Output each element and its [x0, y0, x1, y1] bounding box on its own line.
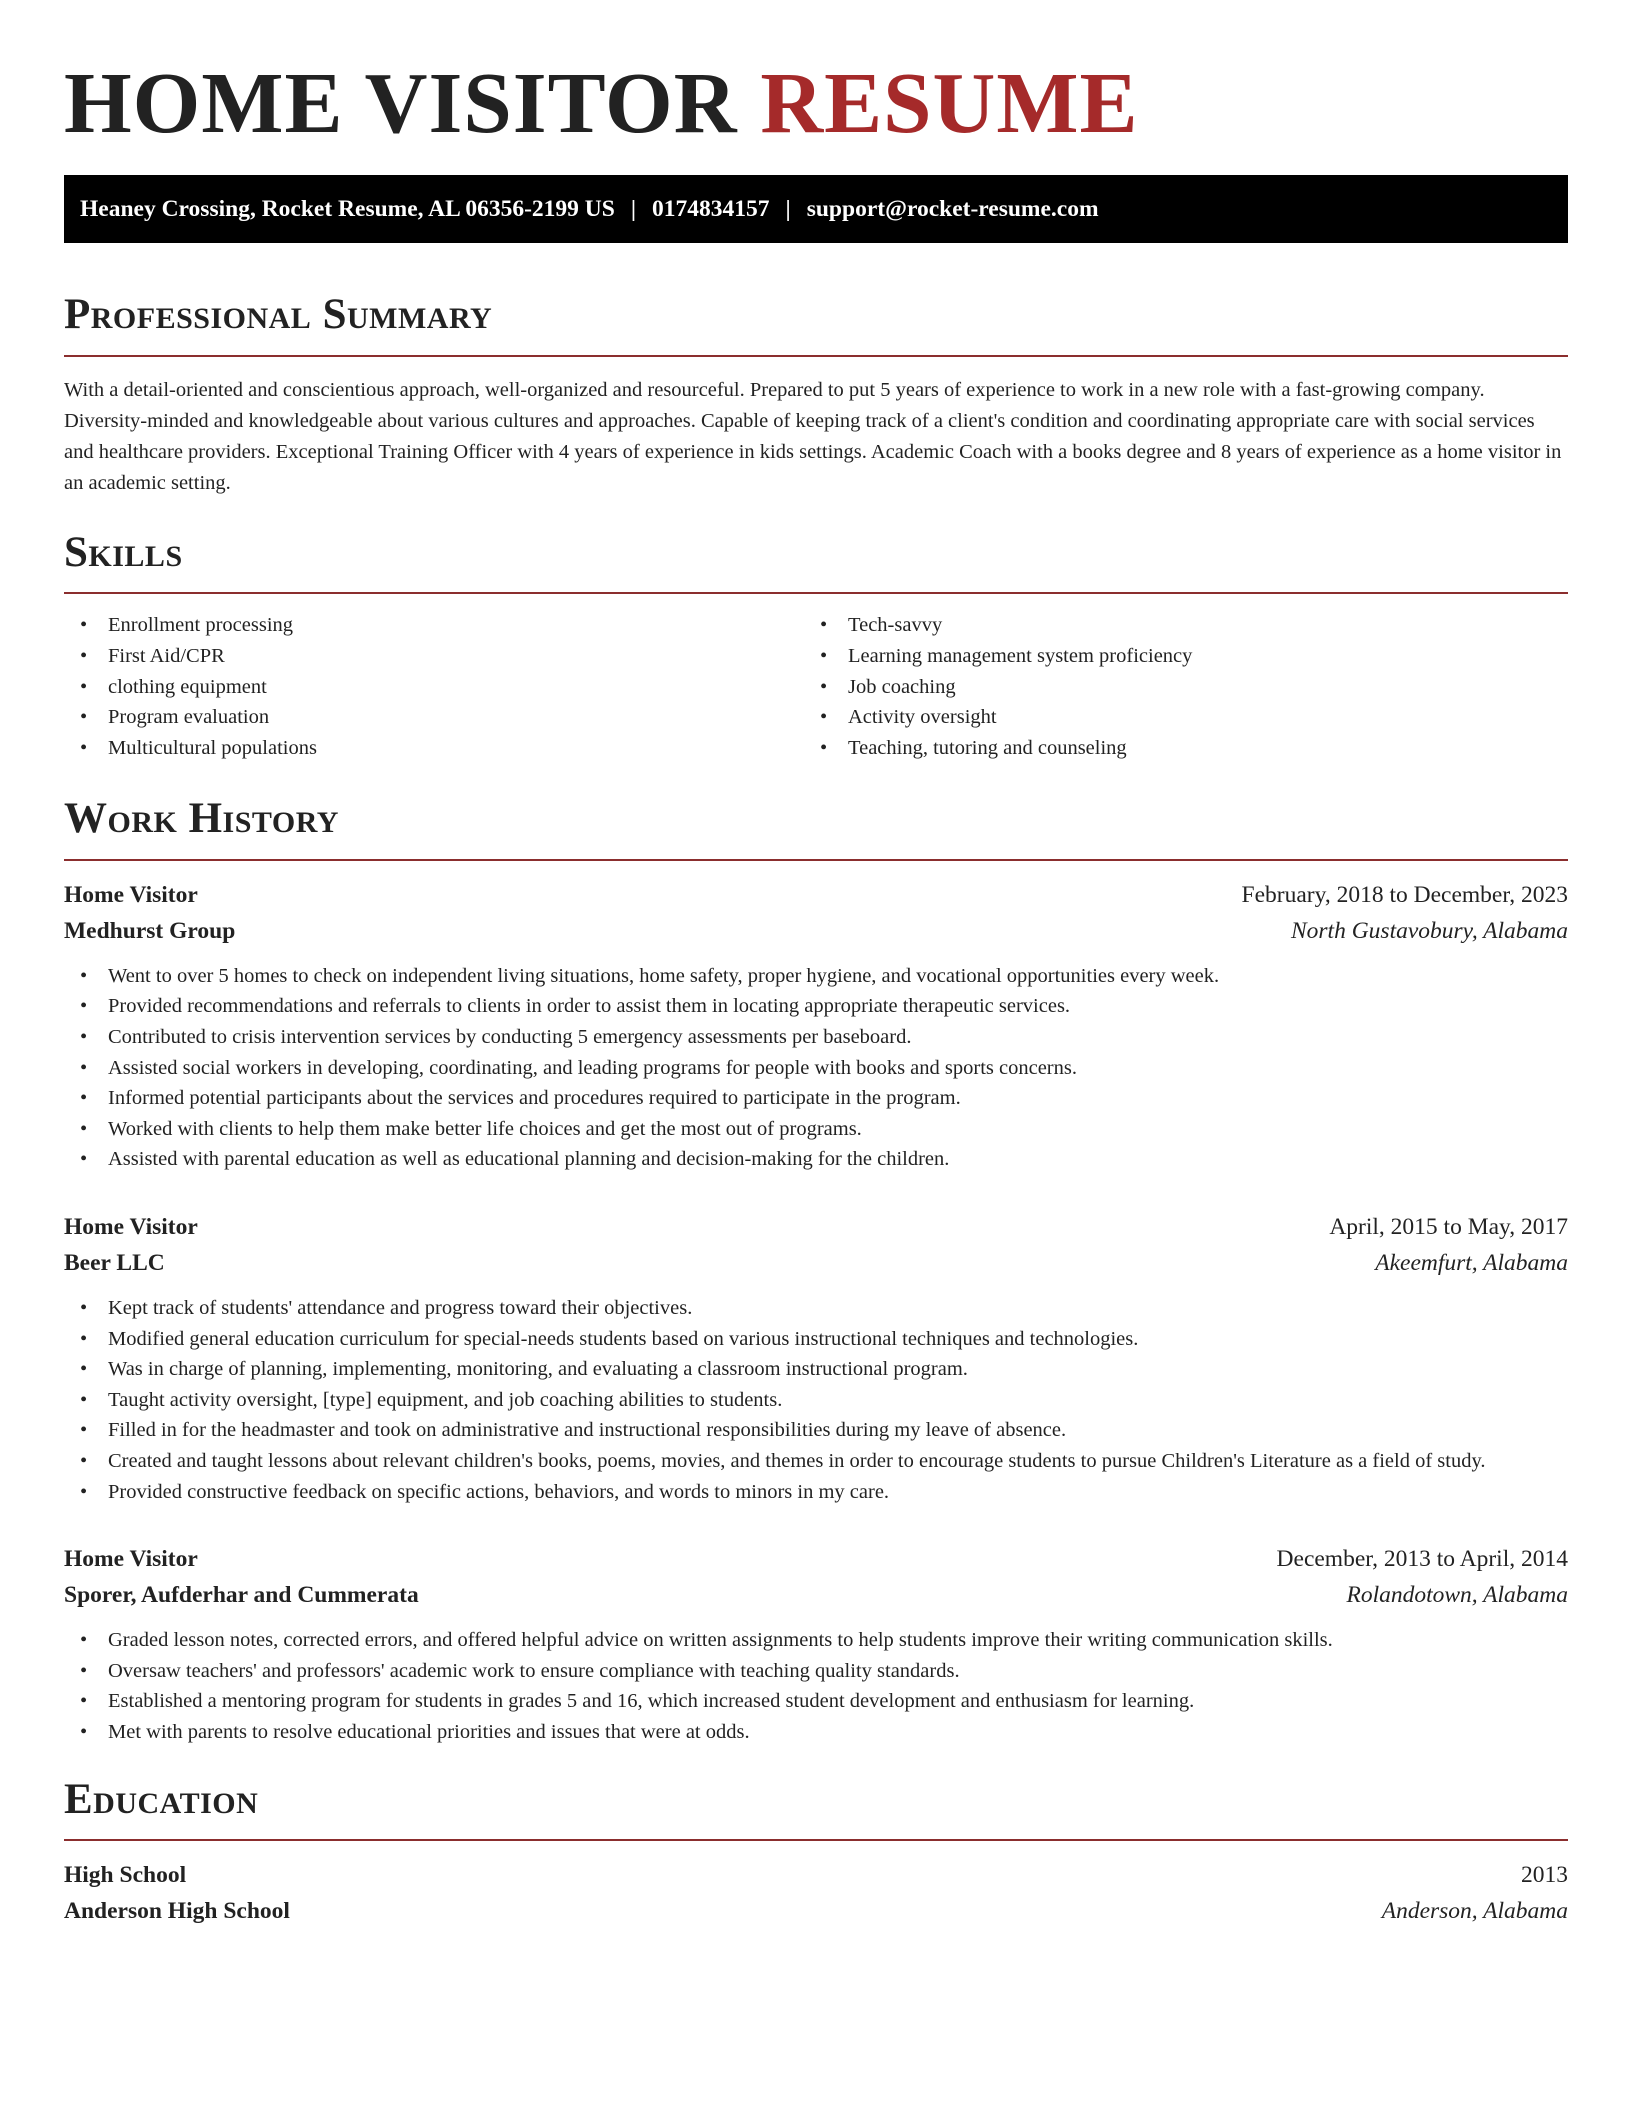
job-company-row — [64, 1245, 1568, 1281]
job-bullets — [64, 1625, 1568, 1747]
job-bullet: • Filled in for the headmaster and took on administrative and instructional responsibilities during my leave of absence. — [64, 1415, 1568, 1446]
job-bullet: • Met with parents to resolve educational priorities and issues that were at odds. — [64, 1717, 1568, 1748]
job-bullets — [64, 1293, 1568, 1507]
skill-item: • Enrollment processing — [64, 610, 804, 641]
skill-item: • Tech-savvy — [804, 610, 1544, 641]
education-degree: High School — [64, 1862, 187, 1889]
education-school-row — [64, 1893, 1568, 1929]
skills-section — [64, 527, 1568, 764]
title-accent: RESUME — [760, 54, 1139, 151]
education-entry — [64, 1857, 1568, 1929]
skills-list-left — [64, 610, 804, 763]
section-divider — [64, 859, 1568, 861]
job-company: Medhurst Group — [64, 917, 236, 944]
job-title: Home Visitor — [64, 881, 198, 908]
skill-item: • clothing equipment — [64, 672, 804, 703]
skill-item: • Learning management system proficiency — [804, 641, 1544, 672]
skill-item: • First Aid/CPR — [64, 641, 804, 672]
education-year: 2013 — [1521, 1862, 1568, 1889]
summary-section — [64, 289, 1568, 499]
work-history-section — [64, 793, 1568, 1747]
job-dates: December, 2013 to April, 2014 — [1276, 1546, 1568, 1573]
job-bullet: • Established a mentoring program for students in grades 5 and 16, which increased student development and enthusiasm for learning. — [64, 1686, 1568, 1717]
skill-item: • Job coaching — [804, 672, 1544, 703]
job-company-row — [64, 913, 1568, 949]
job-bullet: • Informed potential participants about the services and procedures required to participate in the program. — [64, 1083, 1568, 1114]
contact-bar — [64, 175, 1568, 243]
contact-address: Heaney Crossing, Rocket Resume, AL 06356-2199 US — [80, 195, 615, 222]
job-dates: April, 2015 to May, 2017 — [1329, 1214, 1568, 1241]
education-heading: Education — [64, 1775, 259, 1823]
section-divider — [64, 592, 1568, 594]
education-school: Anderson High School — [64, 1898, 290, 1925]
contact-separator: | — [630, 195, 637, 222]
job-bullet: • Was in charge of planning, implementing, monitoring, and evaluating a classroom instructional program. — [64, 1354, 1568, 1385]
summary-heading: Professional Summary — [64, 291, 493, 339]
job-header-row — [64, 1209, 1568, 1245]
education-section — [64, 1774, 1568, 1930]
job-bullets — [64, 961, 1568, 1175]
job-bullet: • Graded lesson notes, corrected errors, and offered helpful advice on written assignments to help students improve their writing communication skills. — [64, 1625, 1568, 1656]
job-location: North Gustavobury, Alabama — [1290, 917, 1568, 944]
job-bullet: • Oversaw teachers' and professors' academic work to ensure compliance with teaching quality standards. — [64, 1656, 1568, 1687]
skill-item: • Multicultural populations — [64, 733, 804, 764]
job-header-row — [64, 877, 1568, 913]
job-bullet: • Modified general education curriculum for special-needs students based on various instructional techniques and technologies. — [64, 1324, 1568, 1355]
job-entry — [64, 1541, 1568, 1747]
skills-grid — [64, 610, 1568, 763]
job-entry — [64, 1209, 1568, 1507]
skill-item: • Activity oversight — [804, 702, 1544, 733]
resume-title — [64, 50, 1568, 156]
job-location: Akeemfurt, Alabama — [1375, 1250, 1568, 1277]
job-bullet: • Taught activity oversight, [type] equipment, and job coaching abilities to students. — [64, 1385, 1568, 1416]
title-main: HOME VISITOR — [64, 54, 738, 151]
job-dates: February, 2018 to December, 2023 — [1241, 881, 1568, 908]
job-bullet: • Went to over 5 homes to check on independent living situations, home safety, proper hygiene, and vocational opportunities every week. — [64, 961, 1568, 992]
contact-phone: 0174834157 — [652, 195, 770, 222]
contact-separator: | — [785, 195, 791, 222]
job-title: Home Visitor — [64, 1214, 198, 1241]
skills-list-right — [804, 610, 1544, 763]
job-bullet: • Provided constructive feedback on specific actions, behaviors, and words to minors in my care. — [64, 1477, 1568, 1508]
job-bullet: • Provided recommendations and referrals to clients in order to assist them in locating appropriate therapeutic services. — [64, 991, 1568, 1022]
job-bullet: • Created and taught lessons about relevant children's books, poems, movies, and themes in order to encourage students to pursue Children's Literature as a field of study. — [64, 1446, 1568, 1477]
section-divider — [64, 1839, 1568, 1841]
job-company: Sporer, Aufderhar and Cummerata — [64, 1582, 419, 1609]
job-location: Rolandotown, Alabama — [1346, 1582, 1568, 1609]
section-divider — [64, 355, 1568, 357]
job-bullet: • Assisted social workers in developing, coordinating, and leading programs for people with books and sports concerns. — [64, 1053, 1568, 1084]
job-bullet: • Contributed to crisis intervention services by conducting 5 emergency assessments per baseboard. — [64, 1022, 1568, 1053]
skills-heading: Skills — [64, 528, 183, 576]
summary-text: With a detail-oriented and conscientious approach, well-organized and resourceful. Prepared to put 5 years of experience to work in a new role with a fast-growing company. Diversity-minded and knowledgeable about various cultures and approaches. Capable of keeping track of a client's condition and coordinating appropriate care with social services and healthcare providers. Exceptional Training Officer with 4 years of experience in kids settings. Academic Coach with a books degree and 8 years of experience as a home visitor in an academic setting. — [64, 378, 1562, 494]
education-header-row — [64, 1857, 1568, 1893]
job-title: Home Visitor — [64, 1546, 198, 1573]
education-location: Anderson, Alabama — [1381, 1898, 1568, 1925]
job-company: Beer LLC — [64, 1250, 165, 1277]
job-bullet: • Worked with clients to help them make better life choices and get the most out of programs. — [64, 1114, 1568, 1145]
job-header-row — [64, 1541, 1568, 1577]
contact-email: support@rocket-resume.com — [806, 195, 1099, 222]
work-history-heading: Work History — [64, 795, 339, 843]
skill-item: • Program evaluation — [64, 702, 804, 733]
job-bullet: • Kept track of students' attendance and progress toward their objectives. — [64, 1293, 1568, 1324]
job-company-row — [64, 1577, 1568, 1613]
skill-item: • Teaching, tutoring and counseling — [804, 733, 1544, 764]
job-bullet: • Assisted with parental education as well as educational planning and decision-making for the children. — [64, 1144, 1568, 1175]
job-entry — [64, 877, 1568, 1175]
